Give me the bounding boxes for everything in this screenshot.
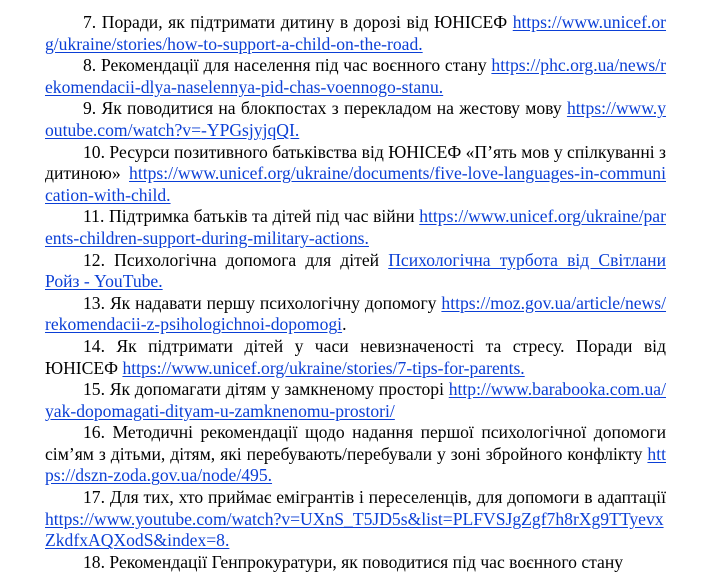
- item-number: 7.: [83, 12, 97, 32]
- list-item: [45, 422, 666, 487]
- item-text: Підтримка батьків та дітей під час війни: [109, 206, 415, 227]
- item-number: 13.: [83, 292, 105, 313]
- list-item: [45, 379, 666, 422]
- item-number: 15.: [83, 379, 105, 400]
- item-text: Методичні рекомендації щодо надання першої психологічної допомоги сім’ям з дітьми, дітям, які перебувають/перебували у зоні збройного конфлікту: [45, 422, 666, 464]
- item-number: 14.: [83, 335, 105, 356]
- item-link[interactable]: https://www.unicef.org/ukraine/stories/7-tips-for-parents.: [122, 357, 525, 378]
- item-after: .: [342, 314, 347, 335]
- item-link[interactable]: https://www.youtube.com/watch?v=UXnS_T5JD5s&list=PLFVSJgZgf7h8rXg9TTyevxZkdfxAQXodS&index=8.: [45, 508, 664, 551]
- item-text: Як підтримати дітей у часи невизначеності та стресу. Поради від ЮНІСЕФ: [45, 335, 666, 378]
- item-text: Як поводитися на блокпостах з перекладом на жестову мову: [101, 98, 562, 119]
- list-item: [45, 336, 666, 379]
- item-link[interactable]: https://www.unicef.org/ukraine/documents/five-love-languages-in-communication-with-child.: [45, 163, 666, 205]
- item-text: Ресурси позитивного батьківства від ЮНІСЕФ «П’ять мов у спілкуванні з дитиною»: [45, 141, 666, 184]
- list-item: [45, 98, 666, 141]
- item-number: 12.: [83, 249, 105, 270]
- item-number: 16.: [83, 422, 105, 443]
- item-link[interactable]: https://moz.gov.ua/article/news/rekomendacii-z-psihologichnoi-dopomogi: [45, 292, 667, 335]
- document-page: [45, 12, 666, 573]
- list-item: [45, 142, 666, 207]
- item-number: 9.: [83, 98, 97, 119]
- item-link[interactable]: https://www.unicef.org/ukraine/parents-children-support-during-military-actions.: [45, 206, 666, 248]
- list-item: [45, 206, 666, 249]
- item-text: Рекомендації Генпрокуратури, як поводитися під час воєнного стану: [109, 551, 624, 572]
- list-item: [45, 293, 666, 336]
- item-link[interactable]: Психологічна турбота від Світлани Ройз - YouTube.: [45, 249, 666, 292]
- item-link[interactable]: http://www.barabooka.com.ua/yak-dopomagati-dityam-u-zamknenomu-prostori/: [45, 379, 666, 421]
- list-item: [45, 552, 666, 574]
- item-number: 8.: [83, 55, 97, 76]
- item-link[interactable]: https://dszn-zoda.gov.ua/node/495.: [45, 443, 666, 486]
- item-number: 18.: [83, 551, 105, 572]
- list-item: [45, 250, 666, 293]
- item-number: 11.: [83, 206, 105, 227]
- list-item: [45, 487, 666, 552]
- item-text: Для тих, хто приймає емігрантів і переселенців, для допомоги в адаптації: [109, 487, 666, 508]
- item-text: Рекомендації для населення під час воєнного стану: [100, 55, 487, 76]
- list-item: [45, 55, 666, 98]
- item-text: Як допомагати дітям у замкненому просторі: [109, 379, 444, 400]
- item-number: 17.: [83, 487, 105, 508]
- item-text: Поради, як підтримати дитину в дорозі від ЮНІСЕФ: [101, 12, 508, 32]
- item-text: Психологічна допомога для дітей: [114, 249, 380, 270]
- item-text: Як надавати першу психологічну допомогу: [109, 292, 437, 313]
- list-item: [45, 12, 666, 55]
- item-link[interactable]: https://phc.org.ua/news/rekomendacii-dlya-naselennya-pid-chas-voennogo-stanu.: [45, 55, 667, 97]
- item-link[interactable]: https://www.youtube.com/watch?v=-YPGsjyjqQI.: [45, 98, 667, 140]
- item-link[interactable]: https://www.unicef.org/ukraine/stories/how-to-support-a-child-on-the-road.: [45, 12, 667, 54]
- item-number: 10.: [83, 141, 105, 162]
